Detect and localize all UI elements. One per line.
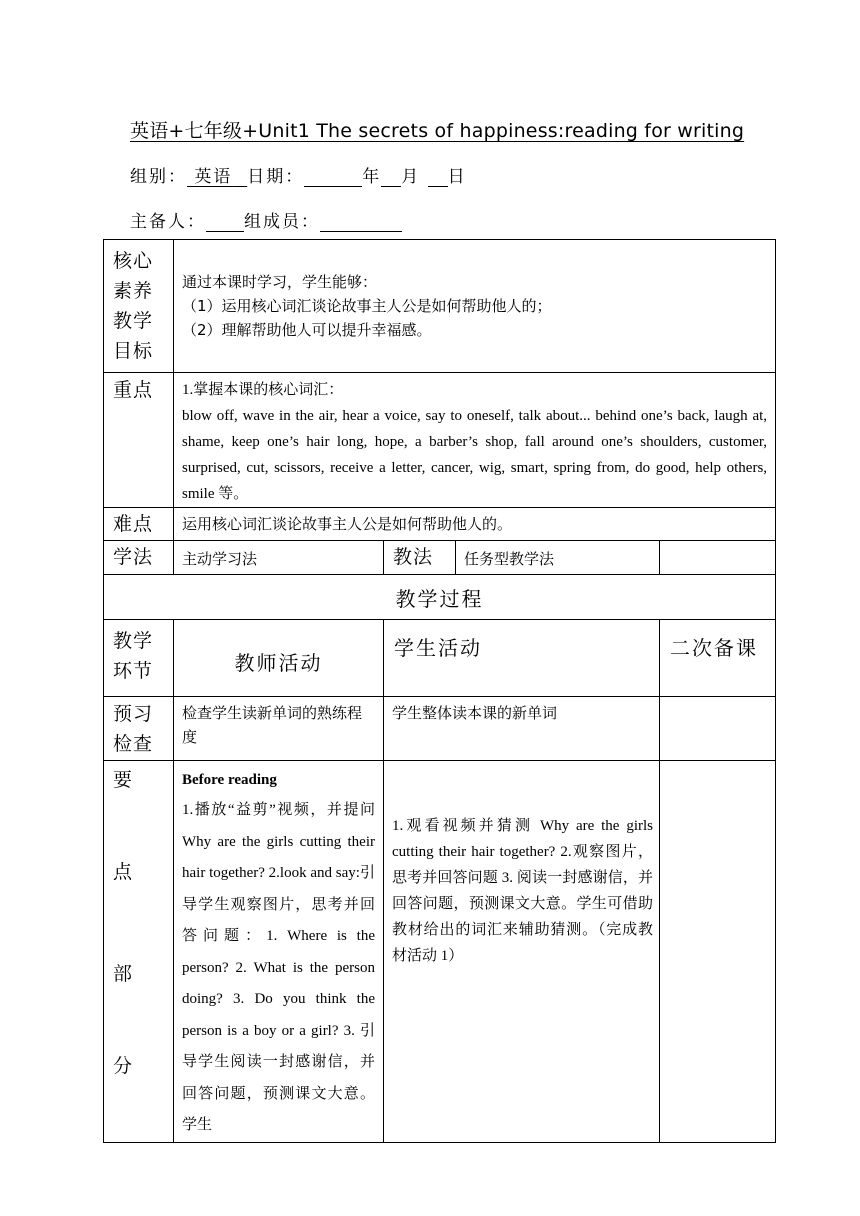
teacher-activity-text: 1.播放“益剪”视频，并提问 Why are the girls cutting their hair together? 2.look and say:引导学生观察图片，思考并回答问题：1. Where is the person? 2. What is the person doing? 3. Do you think the person is a boy or a girl? 3. 引导学生阅读一封感谢信，并回答问题，预测课文大意。学生: [182, 802, 375, 1133]
month-label: 月: [401, 167, 421, 187]
day-blank: [428, 168, 448, 187]
key-section-label: 要 点 部 分: [104, 761, 174, 1143]
preparer-label: 主备人：: [130, 212, 206, 232]
study-method-value: 主动学习法: [174, 541, 384, 575]
preview-label: 预习 检查: [104, 697, 174, 761]
key-points-line: 1.掌握本课的核心词汇：: [182, 382, 344, 398]
preview-row: [104, 697, 776, 761]
teacher-activity-header: 教师活动: [174, 620, 384, 697]
key-points-vocab: blow off, wave in the air, hear a voice, say to oneself, talk about... behind one’s back, laugh at, shame, keep one’s hair long, hope, a barber’s shop, fall around one’s shoulders, customer, surprised, cut, scissors, receive a letter, cancer, wig, smart, spring from, do good, help others, smile 等。: [182, 408, 768, 502]
objectives-row: [104, 240, 776, 373]
lesson-plan-table: [103, 239, 776, 1143]
key-points-label: 重点: [104, 373, 174, 508]
preparer-line: [130, 207, 402, 232]
key-section-row: [104, 761, 776, 1143]
preview-student: 学生整体读本课的新单词: [384, 697, 660, 761]
objectives-content: [174, 240, 776, 373]
stage-header: 教学 环节: [104, 620, 174, 697]
objectives-label: 核心 素养 教学 目标: [104, 240, 174, 373]
objectives-intro: 通过本课时学习，学生能够：: [182, 273, 378, 291]
method-row: [104, 541, 776, 575]
difficulty-label: 难点: [104, 508, 174, 541]
key-section-backup: [660, 761, 776, 1143]
difficulty-content: 运用核心词汇谈论故事主人公是如何帮助他人的。: [174, 508, 776, 541]
process-title: 教学过程: [104, 575, 776, 620]
difficulty-row: [104, 508, 776, 541]
group-value: 英语: [194, 167, 233, 187]
preview-teacher: 检查学生读新单词的熟练程度: [174, 697, 384, 761]
document-title: 英语+七年级+Unit1 The secrets of happiness:reading for writing: [130, 120, 745, 142]
study-method-label: 学法: [104, 541, 174, 575]
year-label: 年: [362, 167, 382, 187]
members-label: 组成员：: [244, 212, 320, 232]
preparer-blank: [206, 213, 244, 232]
year-blank: [304, 168, 362, 187]
key-points-row: [104, 373, 776, 508]
objectives-item: （2）理解帮助他人可以提升幸福感。: [182, 321, 432, 339]
student-activity-header: 学生活动: [384, 620, 660, 697]
process-header-row: [104, 620, 776, 697]
group-date-line: [130, 162, 467, 187]
teach-method-label: 教法: [384, 541, 456, 574]
group-label: 组别：: [130, 167, 187, 187]
month-blank: [381, 168, 401, 187]
process-title-row: [104, 575, 776, 620]
date-label: 日期：: [247, 167, 305, 187]
key-section-student: 1.观看视频并猜测 Why are the girls cutting their hair together? 2.观察图片，思考并回答问题 3. 阅读一封感谢信，并回答问题，预测课文大意。学生可借助教材给出的词汇来辅助猜测。（完成教材活动 1）: [384, 761, 660, 1143]
teach-method-value: 任务型教学法: [464, 550, 555, 568]
method-empty-cell: [660, 541, 776, 575]
key-points-content: [174, 373, 776, 508]
teach-method-cell: [384, 541, 660, 575]
day-label: 日: [447, 167, 467, 187]
objectives-item: （1）运用核心词汇谈论故事主人公是如何帮助他人的；: [182, 297, 552, 315]
members-blank: [320, 213, 402, 232]
before-reading-heading: Before reading: [182, 772, 277, 788]
preview-backup: [660, 697, 776, 761]
key-section-teacher: [174, 761, 384, 1143]
backup-header: 二次备课: [660, 620, 776, 697]
